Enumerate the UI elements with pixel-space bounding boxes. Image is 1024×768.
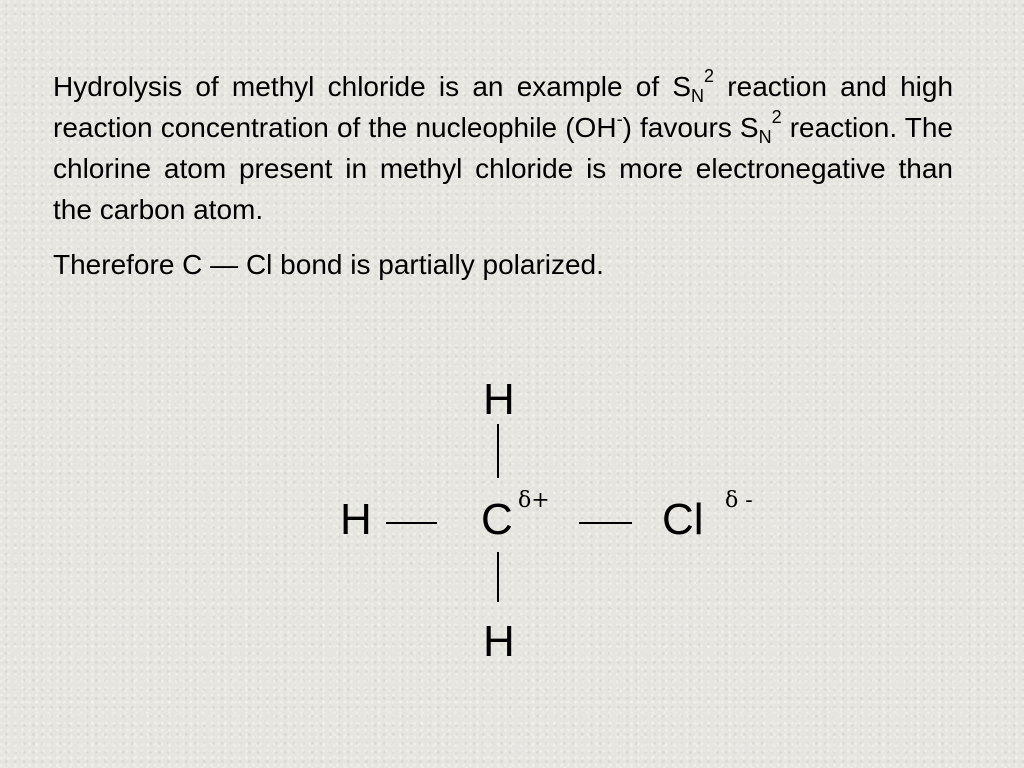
explanation-paragraph-1: [53, 66, 953, 230]
paragraph-text-segment: [714, 71, 727, 102]
superscript-2: 2: [771, 107, 782, 127]
carbon-partial-charge: δ+: [518, 488, 550, 513]
chlorine-label: Cl: [662, 495, 704, 544]
paragraph-text-segment: ) favours S: [622, 112, 759, 143]
subscript-n: N: [691, 86, 705, 106]
paragraph-text-segment: reaction and high reaction concentration of the nucleophile (OH: [53, 71, 954, 143]
chlorine-partial-charge: δ -: [725, 488, 753, 513]
paragraph-text-segment: Hydrolysis of methyl chloride is an example of S: [53, 71, 692, 102]
carbon-label: C: [481, 495, 513, 544]
explanation-text: [53, 66, 953, 285]
bond-line-top: [497, 424, 499, 478]
bond-line-right: [579, 522, 632, 524]
bond-line-bottom: [497, 552, 499, 602]
superscript-2: 2: [704, 66, 715, 86]
paragraph-text-segment: reaction. The chlorine atom present in methyl chloride is more electronegative than the carbon atom.: [53, 112, 953, 225]
subscript-n: N: [758, 127, 772, 147]
hydrogen-bottom-label: H: [483, 617, 515, 666]
explanation-paragraph-2: Therefore C — Cl bond is partially polarized.: [53, 249, 604, 280]
hydrogen-left-label: H: [340, 495, 372, 544]
hydroxide-charge: -: [616, 109, 623, 129]
hydrogen-top-label: H: [483, 375, 515, 424]
bond-line-left: [386, 522, 437, 524]
